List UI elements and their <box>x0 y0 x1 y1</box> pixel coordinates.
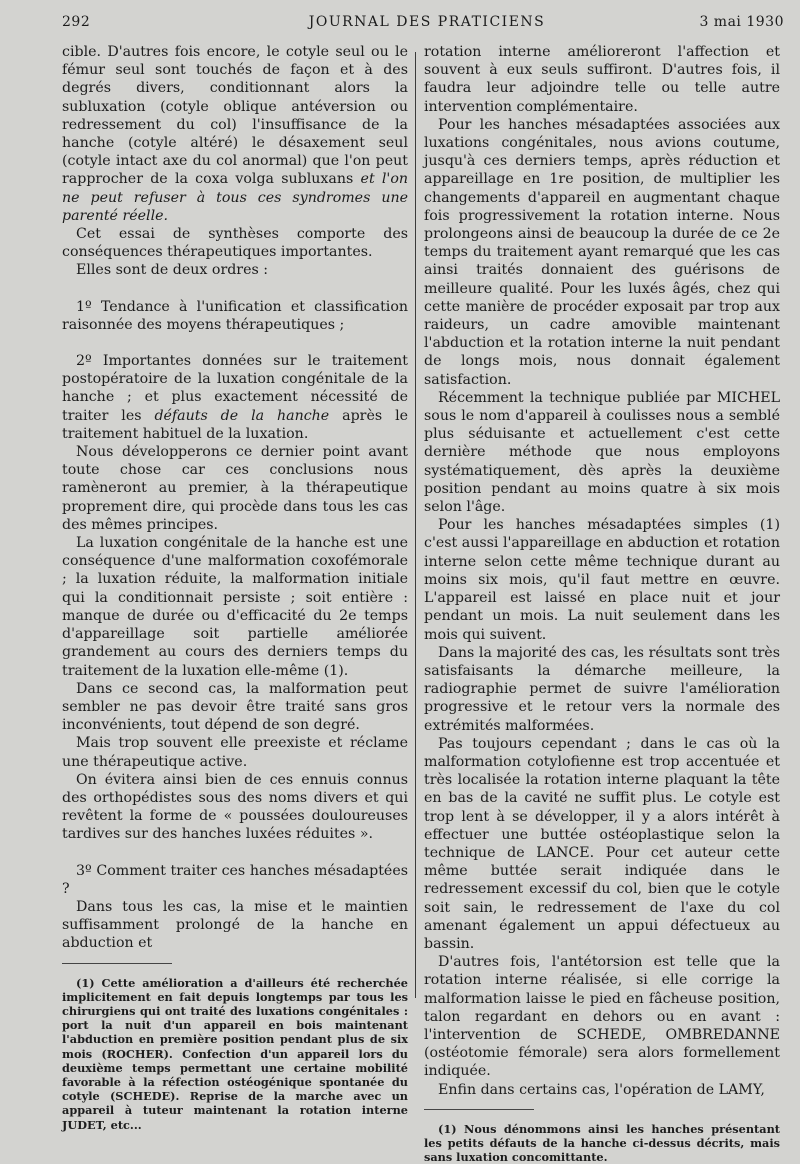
paragraph: Dans tous les cas, la mise et le maintien suffisamment prolongé de la hanche en abduction et <box>62 898 408 952</box>
journal-title: JOURNAL DES PRATICIENS <box>308 14 546 30</box>
paragraph: Récemment la technique publiée par MICHEL sous le nom d'appareil à coulisses nous a semblé plus séduisante et actuellement c'est cette dernière méthode que nous employons systématiquement, dès après la deuxième position pendant au moins quatre à six mois selon l'âge. <box>424 389 780 516</box>
paragraph-text: 2º Importantes données sur le traitement postopératoire de la luxation congénitale de la hanche ; et plus exactement nécessité de traiter les <box>62 353 408 424</box>
footnote: (1) Nous dénommons ainsi les hanches présentant les petits défauts de la hanche ci-dessus décrits, mais sans luxation concomittante. <box>424 1121 780 1164</box>
footnote-rule <box>424 1109 534 1110</box>
right-column <box>424 43 780 1164</box>
paragraph: D'autres fois, l'antétorsion est telle que la rotation interne réalisée, si elle corrige la malformation laisse le pied en fâcheuse position, talon regardant en dehors ou en avant : l'intervention de SCHEDE, OMBREDANNE (ostéotomie fémorale) sera alors formellement indiquée. <box>424 954 780 1080</box>
paragraph: Pas toujours cependant ; dans le cas où la malformation cotylofienne est trop accentuée et très localisée la rotation interne plaquant la tête en bas de la cavité ne suffit plus. Le cotyle est trop lent à se développer, il y a alors intérêt à effectuer une buttée ostéoplastique selon la technique de LANCE. Pour cet auteur cette même buttée serait indiquée dans le redressement excessif du col, bien que le cotyle soit sain, le redressement de l'axe du col amenant également un appui défectueux au bassin. <box>424 735 780 952</box>
page-header <box>62 14 792 36</box>
paragraph-point-1: 1º Tendance à l'unification et classification raisonnée des moyens thérapeutiques ; <box>62 298 408 333</box>
paragraph: Dans la majorité des cas, les résultats sont très satisfaisants la démarche meilleure, la radiographie permet de suivre l'amélioration progressive et le retour vers la normale des extrémités malformées. <box>424 644 780 734</box>
footnote: (1) Cette amélioration a d'ailleurs été recherchée implicitement en fait depuis longtemps par tous les chirurgiens qui ont traité des luxations congénitales : port la nuit d'un appareil en bois maintenant l'abduction en première position pendant plus de six mois (ROCHER). Confection d'un appareil lors du deuxième temps permettant une certaine mobilité favorable à la réfection ostéogénique spontanée du cotyle (SCHEDE). Reprise de la marche avec un appareil à tuteur maintenant la rotation interne JUDET, etc... <box>62 975 408 1132</box>
left-column <box>62 43 408 1132</box>
paragraph: La luxation congénitale de la hanche est une conséquence d'une malformation coxofémorale ; la luxation réduite, la malformation initiale qui la conditionnait persiste ; soit entière : manque de durée ou d'efficacité du 2e temps d'appareillage soit partielle améliorée grandement au cours des derniers temps du traitement de la luxation elle-même (1). <box>62 535 408 679</box>
paragraph <box>62 43 408 225</box>
paragraph: On évitera ainsi bien de ces ennuis connus des orthopédistes sous des noms divers et qui revêtent la forme de « poussées douloureuses tardives sur des hanches luxées réduites ». <box>62 771 408 843</box>
paragraph: Pour les hanches mésadaptées associées aux luxations congénitales, nous avions coutume, jusqu'à ces derniers temps, après réduction et appareillage en 1re position, de multiplier les changements d'appareil en augmentant chaque fois progressivement la rotation interne. Nous prolongeons ainsi de beaucoup la durée de ce 2e temps du traitement ayant remarqué que les cas ainsi traités donnaient des guérisons de meilleure qualité. Pour les luxés âgés, chez qui cette manière de procéder exposait par trop aux raideurs, un cadre amovible maintenant l'abduction et la rotation interne la nuit pendant de longs mois, nous donnait également satisfaction. <box>424 116 780 388</box>
column-divider <box>415 52 416 998</box>
paragraph: Nous développerons ce dernier point avant toute chose car ces conclusions nous ramèneront au premier, à la thérapeutique proprement dire, qui procède dans tous les cas des mêmes principes. <box>62 444 408 533</box>
issue-date: 3 mai 1930 <box>699 14 784 30</box>
paragraph: Pour les hanches mésadaptées simples (1) c'est aussi l'appareillage en abduction et rotation interne selon cette même technique durant au moins six mois, qu'il faut mettre en œuvre. L'appareil est laissé en place nuit et jour pendant un mois. La nuit seulement dans les mois qui suivent. <box>424 517 780 643</box>
italic-text: défauts de la hanche <box>154 407 330 424</box>
paragraph-point-3: 3º Comment traiter ces hanches mésadaptées ? <box>62 862 408 897</box>
paragraph: Enfin dans certains cas, l'opération de LAMY, <box>438 1081 765 1098</box>
paragraph: Cet essai de synthèses comporte des conséquences thérapeutiques importantes. <box>62 226 408 261</box>
paragraph-text: après le traitement habituel de la luxation. <box>62 407 408 442</box>
italic-text: et l'on ne peut refuser à tous ces syndromes une parenté réelle. <box>62 171 408 224</box>
paragraph-text: cible. D'autres fois encore, le cotyle seul ou le fémur seul sont touchés de façon et à des degrés divers, conditionnant alors la subluxation (cotyle oblique antéversion ou redressement du col) l'insuffisance de la hanche (cotyle altéré) le désaxement seul (cotyle intact axe du col anormal) que l'on peut rapprocher de la coxa volga subluxans <box>62 44 408 188</box>
paragraph: rotation interne amélioreront l'affection et souvent à eux seuls suffiront. D'autres fois, il faudra leur adjoindre telle ou telle autre intervention complémentaire. <box>424 44 780 115</box>
paragraph: Mais trop souvent elle preexiste et réclame une thérapeutique active. <box>62 735 408 770</box>
paragraph-point-2 <box>62 352 408 443</box>
paragraph: Elles sont de deux ordres : <box>76 262 269 279</box>
footnote-rule <box>62 963 172 964</box>
paragraph: Dans ce second cas, la malformation peut sembler ne pas devoir être traité sans gros inconvénients, tout dépend de son degré. <box>62 680 408 734</box>
page-number: 292 <box>62 14 91 30</box>
